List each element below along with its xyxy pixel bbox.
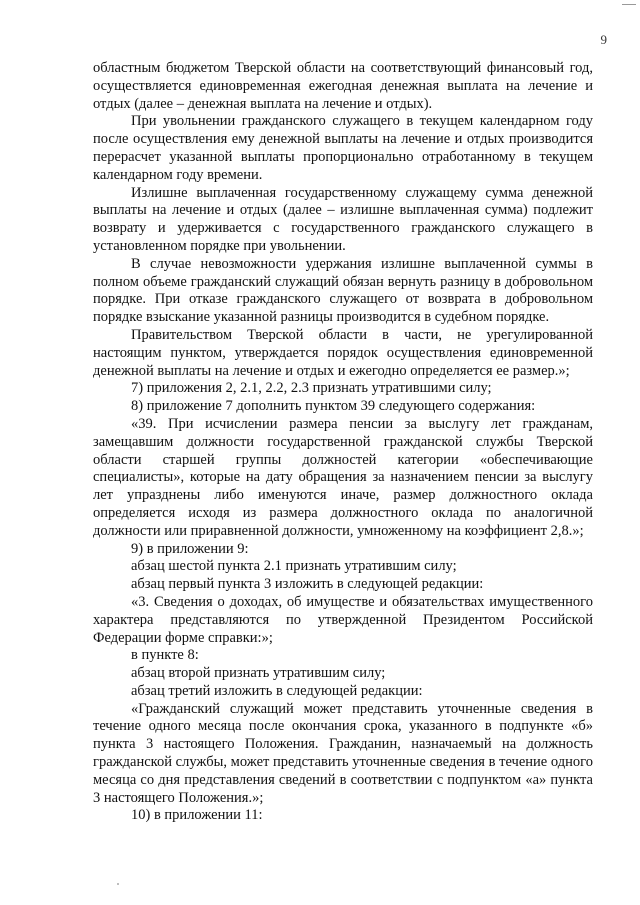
paragraph-13: в пункте 8: [131,647,199,664]
paragraph-12: «3. Сведения о доходах, об имуществе и обязательствах имущественного характера представляются по утвержденной Президентом Российской Федерации форме справки:»; [93,593,593,646]
paragraph-10: абзац шестой пункта 2.1 признать утратившим силу; [131,558,457,575]
paragraph-15: абзац третий изложить в следующей редакции: [131,682,423,699]
paragraph-14: абзац второй признать утратившим силу; [131,665,386,682]
paragraph-3: Излишне выплаченная государственному служащему сумма денежной выплаты на лечение и отдых (далее – излишне выплаченная сумма) подлежит возврату и удерживается с государственного гражданского служащего в установленном порядке при увольнении. [93,184,593,254]
page-number: 9 [600,32,607,47]
paragraph-9: 9) в приложении 9: [131,540,249,557]
paragraph-5: Правительством Тверской области в части, не урегулированной настоящим пунктом, утверждается порядок осуществления единовременной денежной выплаты на лечение и отдых и ежегодно определяется ее размер.»; [93,326,593,379]
paragraph-17: 10) в приложении 11: [131,807,263,824]
scan-corner-mark [622,4,636,5]
paragraph-7: 8) приложение 7 дополнить пунктом 39 следующего содержания: [131,398,536,415]
paragraph-16: «Гражданский служащий может представить уточненные сведения в течение одного месяца после окончания срока, указанного в подпункте «б» пункта 3 настоящего Положения. Гражданин, назначаемый на должность гражданской службы, может представить уточненные сведения в течение одного месяца со дня представления сведений в соответствии с подпунктом «а» пункта 3 настоящего Положения.»; [93,700,593,806]
paragraph-1: областным бюджетом Тверской области на соответствующий финансовый год, осуществляется единовременная ежегодная денежная выплата на лечение и отдых (далее – денежная выплата на лечение и отдых). [93,60,593,112]
document-body [93,60,593,825]
paragraph-8: «39. При исчислении размера пенсии за выслугу лет гражданам, замещавшим должности государственной гражданской службы Тверской области старшей группы должностей категории «обеспечивающие специалисты», которые на дату обращения за назначением пенсии за выслугу лет упразднены либо именуются иначе, размер должностного оклада определяется исходя из размера должностного оклада по аналогичной должности или приравненной должности, умноженному на коэффициент 2,8.»; [93,415,593,539]
scan-speck [117,883,119,885]
paragraph-2: При увольнении гражданского служащего в текущем календарном году после осуществления ему денежной выплаты на лечение и отдых производится перерасчет указанной выплаты пропорционально отработанному в текущем календарном году времени. [93,113,593,183]
paragraph-11: абзац первый пункта 3 изложить в следующей редакции: [131,576,484,593]
paragraph-6: 7) приложения 2, 2.1, 2.2, 2.3 признать утратившими силу; [131,380,492,397]
paragraph-4: В случае невозможности удержания излишне выплаченной суммы в полном объеме гражданский служащий обязан вернуть разницу в добровольном порядке. При отказе гражданского служащего от возврата в добровольном порядке взыскание указанной разницы производится в судебном порядке. [93,255,593,326]
